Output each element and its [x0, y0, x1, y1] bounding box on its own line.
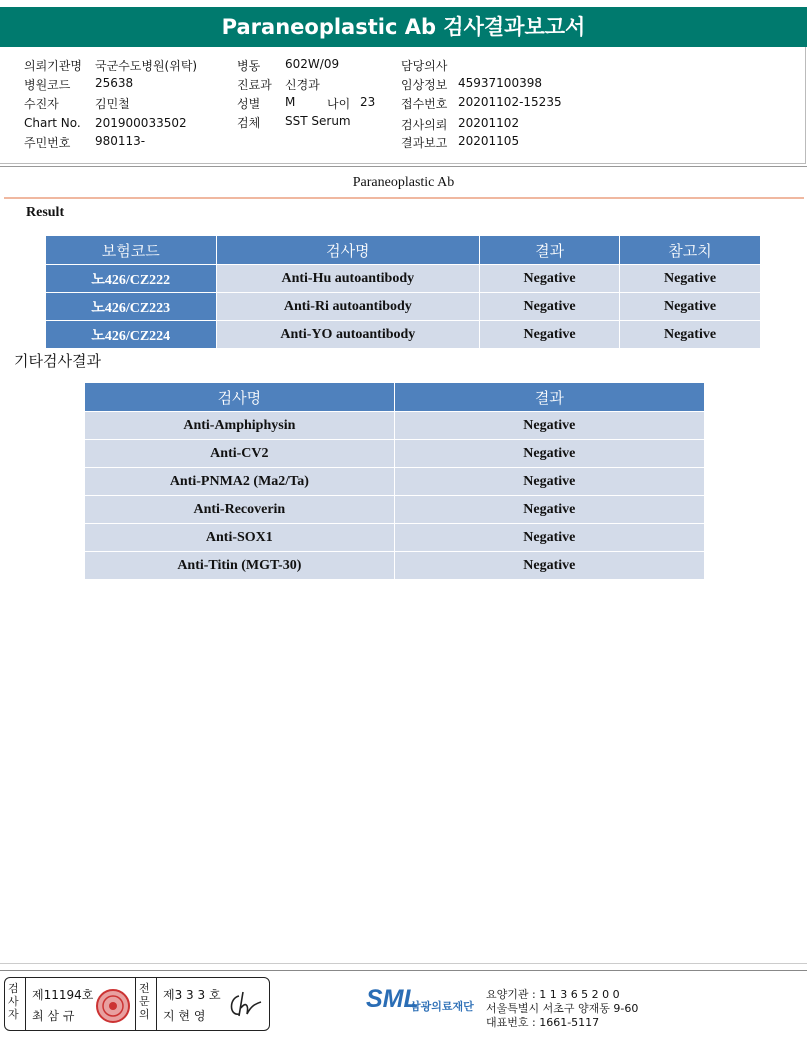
column-header: 검사명: [85, 383, 395, 412]
age-value: 23: [360, 95, 376, 109]
section-subtitle: Paraneoplastic Ab: [352, 175, 455, 190]
inspector-label: 검사자: [8, 982, 19, 1021]
ward-value: 602W/09: [285, 57, 340, 71]
divider: [0, 970, 807, 971]
sex-label: 성별: [237, 97, 261, 111]
hospital-value: 국군수도병원(위탁): [95, 59, 198, 73]
result-cell: Negative: [480, 265, 620, 293]
reference-cell: Negative: [620, 293, 761, 321]
hospital-code-label: 병원코드: [24, 78, 71, 92]
table-header-row: [46, 236, 761, 265]
table-row: [85, 552, 705, 580]
chart-no-label: Chart No.: [24, 116, 81, 130]
insurance-code-cell: 노426/CZ223: [46, 293, 217, 321]
signature-box: [4, 977, 270, 1031]
result-label: Result: [26, 205, 65, 220]
specialist-name: 지 현 영: [163, 1009, 206, 1023]
test-name-cell: Anti-Titin (MGT-30): [85, 552, 395, 580]
table-row: [46, 293, 761, 321]
column-header: 검사명: [216, 236, 480, 265]
resident-no-value: 980113-: [95, 134, 146, 148]
patient-value: 김민철: [95, 97, 130, 111]
table-row: [85, 468, 705, 496]
test-name-cell: Anti-Amphiphysin: [85, 412, 395, 440]
test-name-cell: Anti-Recoverin: [85, 496, 395, 524]
chart-no-value: 201900033502: [95, 116, 187, 130]
result-cell: Negative: [394, 412, 704, 440]
reference-cell: Negative: [620, 321, 761, 349]
result-cell: Negative: [394, 468, 704, 496]
receipt-no-value: 20201102-15235: [458, 95, 562, 109]
result-cell: Negative: [480, 293, 620, 321]
receipt-no-label: 접수번호: [401, 97, 448, 111]
seal-icon: [95, 988, 131, 1024]
hospital-label: 의뢰기관명: [24, 59, 82, 73]
insurance-code-cell: 노426/CZ222: [46, 265, 217, 293]
inspector-license-no: 제11194호: [32, 988, 94, 1002]
divider: [0, 963, 807, 964]
result-cell: Negative: [480, 321, 620, 349]
signature-icon: [225, 988, 265, 1022]
specimen-value: SST Serum: [285, 114, 351, 128]
insurance-code-cell: 노426/CZ224: [46, 321, 217, 349]
organization-name: 삼광의료재단: [410, 1000, 474, 1013]
specimen-label: 검체: [237, 116, 261, 130]
reference-cell: Negative: [620, 265, 761, 293]
report-date-value: 20201105: [458, 134, 520, 148]
test-name-cell: Anti-SOX1: [85, 524, 395, 552]
clinical-info-label: 임상정보: [401, 78, 448, 92]
doctor-label: 담당의사: [401, 59, 448, 73]
divider: [135, 978, 136, 1030]
phone-number: 대표번호 : 1661-5117: [486, 1016, 600, 1029]
patient-label: 수진자: [24, 97, 59, 111]
table-row: [85, 524, 705, 552]
specialist-license-no: 제3 3 3 호: [163, 988, 221, 1002]
table-row: [46, 265, 761, 293]
inspector-name: 최 삼 규: [32, 1009, 75, 1023]
department-value: 신경과: [285, 78, 320, 92]
other-results-label: 기타검사결과: [14, 352, 101, 370]
column-header: 결과: [394, 383, 704, 412]
column-header: 결과: [480, 236, 620, 265]
test-name-cell: Anti-Hu autoantibody: [216, 265, 480, 293]
address: 서울특별시 서초구 양재동 9-60: [486, 1002, 639, 1015]
divider: [4, 197, 804, 199]
request-date-label: 검사의뢰: [401, 118, 448, 132]
institution-code: 요양기관 : 1 1 3 6 5 2 0 0: [486, 988, 620, 1001]
divider: [25, 978, 26, 1030]
resident-no-label: 주민번호: [24, 136, 71, 150]
test-name-cell: Anti-Ri autoantibody: [216, 293, 480, 321]
test-name-cell: Anti-PNMA2 (Ma2/Ta): [85, 468, 395, 496]
hospital-code-value: 25638: [95, 76, 134, 90]
table-row: [85, 496, 705, 524]
sex-value: M: [285, 95, 296, 109]
table-row: [85, 412, 705, 440]
report-date-label: 결과보고: [401, 136, 448, 150]
result-cell: Negative: [394, 440, 704, 468]
result-cell: Negative: [394, 496, 704, 524]
divider: [0, 166, 807, 167]
specialist-label: 전문의: [139, 982, 150, 1021]
test-name-cell: Anti-YO autoantibody: [216, 321, 480, 349]
clinical-info-value: 45937100398: [458, 76, 542, 90]
table-row: [85, 440, 705, 468]
result-cell: Negative: [394, 552, 704, 580]
department-label: 진료과: [237, 78, 272, 92]
test-name-cell: Anti-CV2: [85, 440, 395, 468]
other-results-table: [84, 382, 705, 580]
result-table: [45, 235, 761, 349]
column-header: 참고치: [620, 236, 761, 265]
column-header: 보험코드: [46, 236, 217, 265]
divider: [156, 978, 157, 1030]
report-title: Paraneoplastic Ab 검사결과보고서: [0, 7, 807, 47]
table-header-row: [85, 383, 705, 412]
table-row: [46, 321, 761, 349]
ward-label: 병동: [237, 59, 261, 73]
sml-logo: SML: [366, 985, 419, 1013]
request-date-value: 20201102: [458, 116, 520, 130]
result-cell: Negative: [394, 524, 704, 552]
age-label: 나이: [327, 97, 351, 111]
